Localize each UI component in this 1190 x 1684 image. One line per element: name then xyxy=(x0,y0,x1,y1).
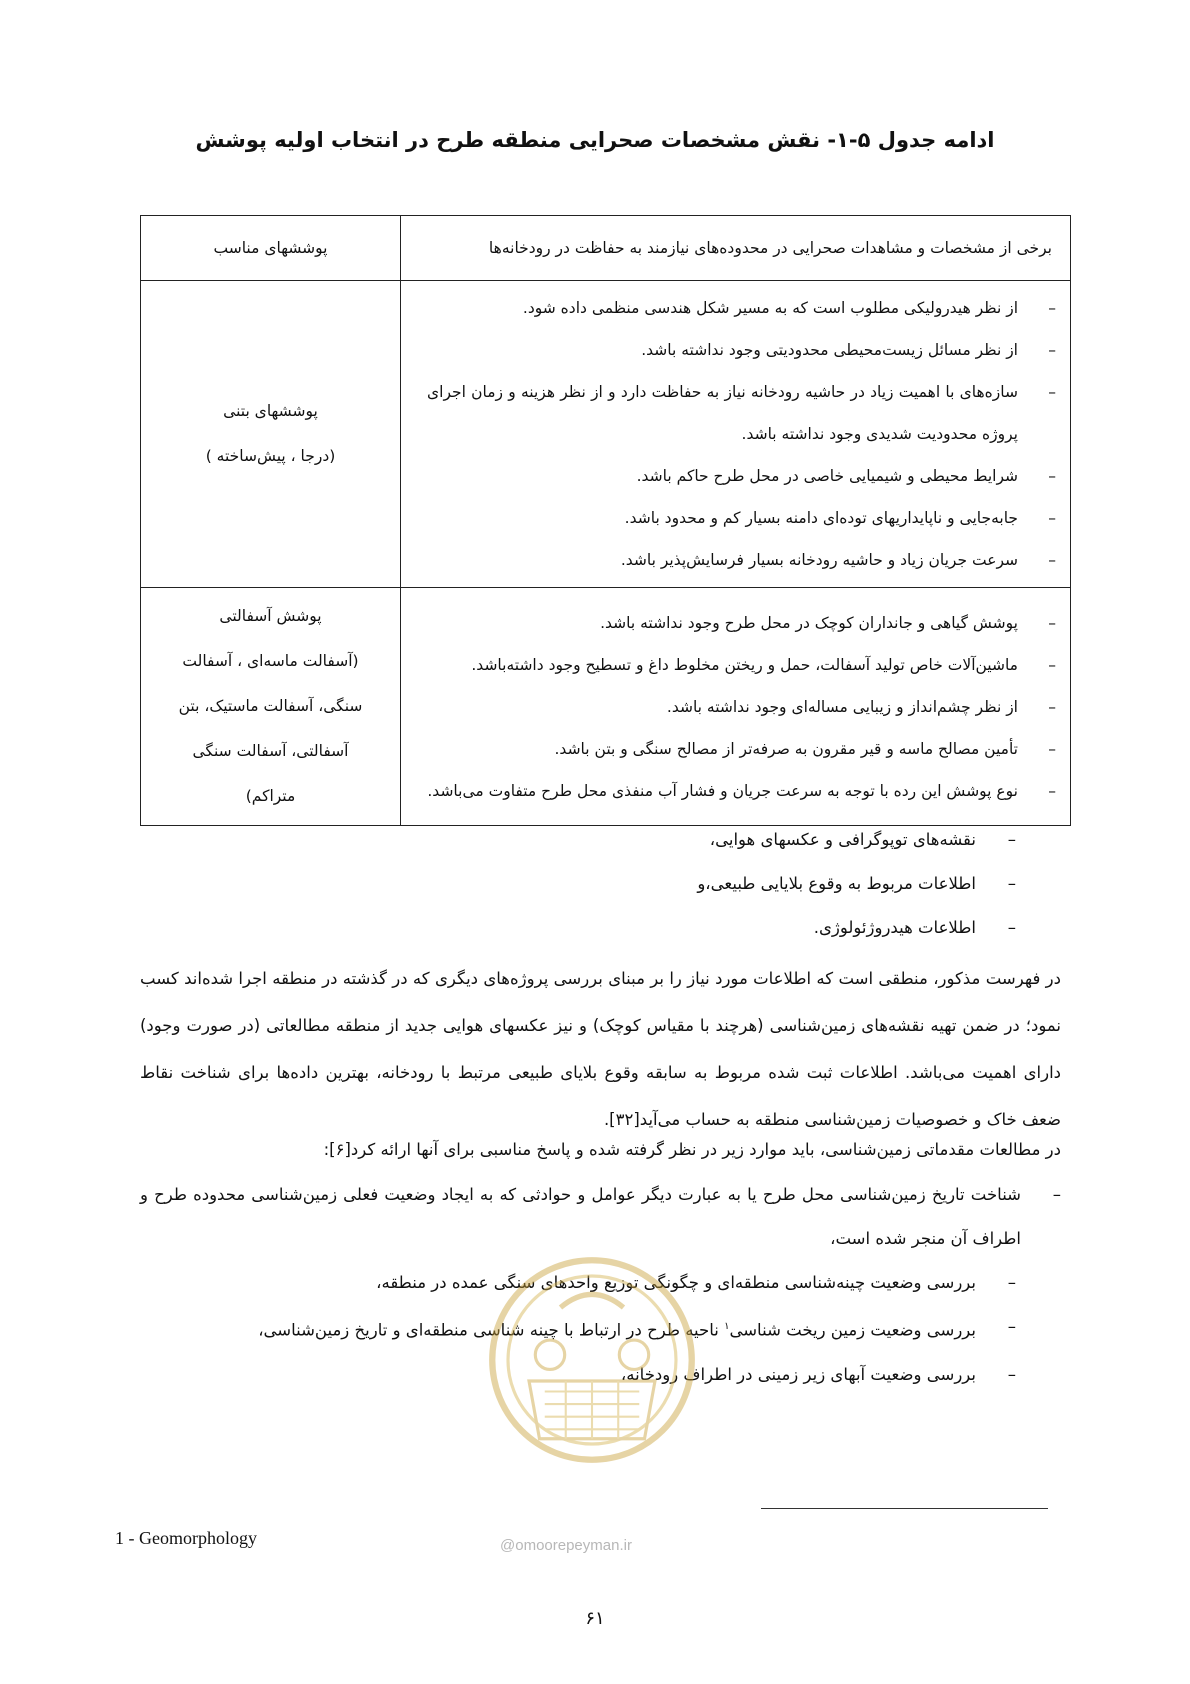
list-item: – از نظر هیدرولیکی مطلوب است که به مسیر شکل هندسی منظمی داده شود. xyxy=(427,287,1056,329)
footnote-separator xyxy=(761,1508,1048,1509)
list-item: – سرعت جریان زیاد و حاشیه رودخانه بسیار فرسایش‌پذیر باشد. xyxy=(427,539,1056,581)
list-item: – جابه‌جایی و ناپایداریهای توده‌ای دامنه بسیار کم و محدود باشد. xyxy=(427,497,1056,539)
footnote-ref: ۱ xyxy=(724,1321,730,1332)
cover-selection-table xyxy=(140,215,1071,826)
page-number: ۶۱ xyxy=(585,1608,605,1629)
cover-line: سنگی، آسفالت ماستیک، بتن xyxy=(178,697,363,715)
header-cover: پوششهای مناسب xyxy=(141,216,401,281)
publisher-seal-watermark xyxy=(487,1255,697,1465)
cover-type-asphalt xyxy=(141,588,401,826)
list-item: – پوشش گیاهی و جانداران کوچک در محل طرح وجود نداشته باشد. xyxy=(427,602,1056,644)
list-item: – نقشه‌های توپوگرافی و عکسهای هوایی، xyxy=(140,818,1016,862)
data-sources-list xyxy=(140,818,1061,950)
list-item: – از نظر مسائل زیست‌محیطی محدودیتی وجود نداشته باشد. xyxy=(427,329,1056,371)
cover-line: آسفالتی، آسفالت سنگی xyxy=(192,742,349,760)
row-description xyxy=(401,588,1071,826)
page-title: ادامه جدول ۵-۱- نقش مشخصات صحرایی منطقه طرح در انتخاب اولیه پوشش xyxy=(195,128,995,152)
watermark-url: @omoorepeyman.ir xyxy=(500,1537,632,1554)
row-description xyxy=(401,281,1071,588)
list-item: – شناخت تاریخ زمین‌شناسی محل طرح یا به عبارت دیگر عوامل و حوادثی که به ایجاد وضعیت فعلی زمین‌شناسی محدوده طرح و اطراف آن منجر شده است، xyxy=(140,1173,1061,1261)
cover-line: پوششهای بتنی xyxy=(223,402,318,420)
body-paragraph: در فهرست مذکور، منطقی است که اطلاعات مورد نیاز را بر مبنای بررسی پروژه‌های دیگری که در گذشته در منطقه اجرا شده‌اند کسب نمود؛ در ضمن تهیه نقشه‌های زمین‌شناسی (هرچند با مقیاس کوچک) و نیز عکسهای هوایی جدید از منطقه مطالعاتی (در صورت وجود) دارای اهمیت می‌باشد. اطلاعات ثبت شده مربوط به سابقه وقوع بلایای طبیعی مرتبط با رودخانه، بهترین داده‌ها برای شناخت نقاط ضعف خاک و خصوصیات زمین‌شناسی منطقه به حساب می‌آید[۳۲]. xyxy=(140,969,1061,1129)
list-item: – نوع پوشش این رده با توجه به سرعت جریان و فشار آب منفذی محل طرح متفاوت می‌باشد. xyxy=(427,770,1056,812)
list-item-text: ناحیه طرح در ارتباط با چینه شناسی منطقه‌ای و تاریخ زمین‌شناسی، xyxy=(258,1320,725,1340)
cover-line: متراکم) xyxy=(245,787,296,805)
list-item: – سازه‌های با اهمیت زیاد در حاشیه رودخانه نیاز به حفاظت دارد و از نظر هزینه و زمان اجرای پروژه محدودیت شدیدی وجود نداشته باشد. xyxy=(427,371,1056,455)
list-item: – اطلاعات مربوط به وقوع بلایایی طبیعی،و xyxy=(140,862,1016,906)
list-item: – ماشین‌آلات خاص تولید آسفالت، حمل و ریختن مخلوط داغ و تسطیح وجود داشته‌باشد. xyxy=(427,644,1056,686)
list-item: – تأمین مصالح ماسه و قیر مقرون به صرفه‌تر از مصالح سنگی و بتن باشد. xyxy=(427,728,1056,770)
body-paragraph-intro: در مطالعات مقدماتی زمین‌شناسی، باید موارد زیر در نظر گرفته شده و پاسخ مناسبی برای آنها ارائه کرد[۶]: xyxy=(323,1140,1061,1159)
list-item: – از نظر چشم‌انداز و زیبایی مساله‌ای وجود نداشته باشد. xyxy=(427,686,1056,728)
list-item: – شرایط محیطی و شیمیایی خاصی در محل طرح حاکم باشد. xyxy=(427,455,1056,497)
table-row-concrete xyxy=(141,281,1071,588)
footnote: 1 - Geomorphology xyxy=(115,1528,257,1548)
cover-line: (آسفالت ماسه‌ای ، آسفالت xyxy=(182,652,359,670)
list-item: – اطلاعات هیدروژئولوژی. xyxy=(140,906,1016,950)
table-row-asphalt xyxy=(141,588,1071,826)
cover-line: پوشش آسفالتی xyxy=(219,607,322,625)
list-item: – بررسی وضعیت چینه‌شناسی منطقه‌ای و چگونگی توزیع واحدهای سنگی عمده در منطقه، xyxy=(140,1261,1016,1305)
cover-type-concrete xyxy=(141,281,401,588)
list-item-text: بررسی وضعیت زمین ریخت شناسی xyxy=(729,1320,976,1340)
cover-line: (درجا ، پیش‌ساخته ) xyxy=(205,447,336,465)
table-header-row xyxy=(141,216,1071,281)
list-item: – بررسی وضعیت آبهای زیر زمینی در اطراف رودخانه، xyxy=(140,1353,1016,1397)
header-description: برخی از مشخصات و مشاهدات صحرایی در محدوده‌های نیازمند به حفاظت در رودخانه‌ها xyxy=(401,216,1071,281)
